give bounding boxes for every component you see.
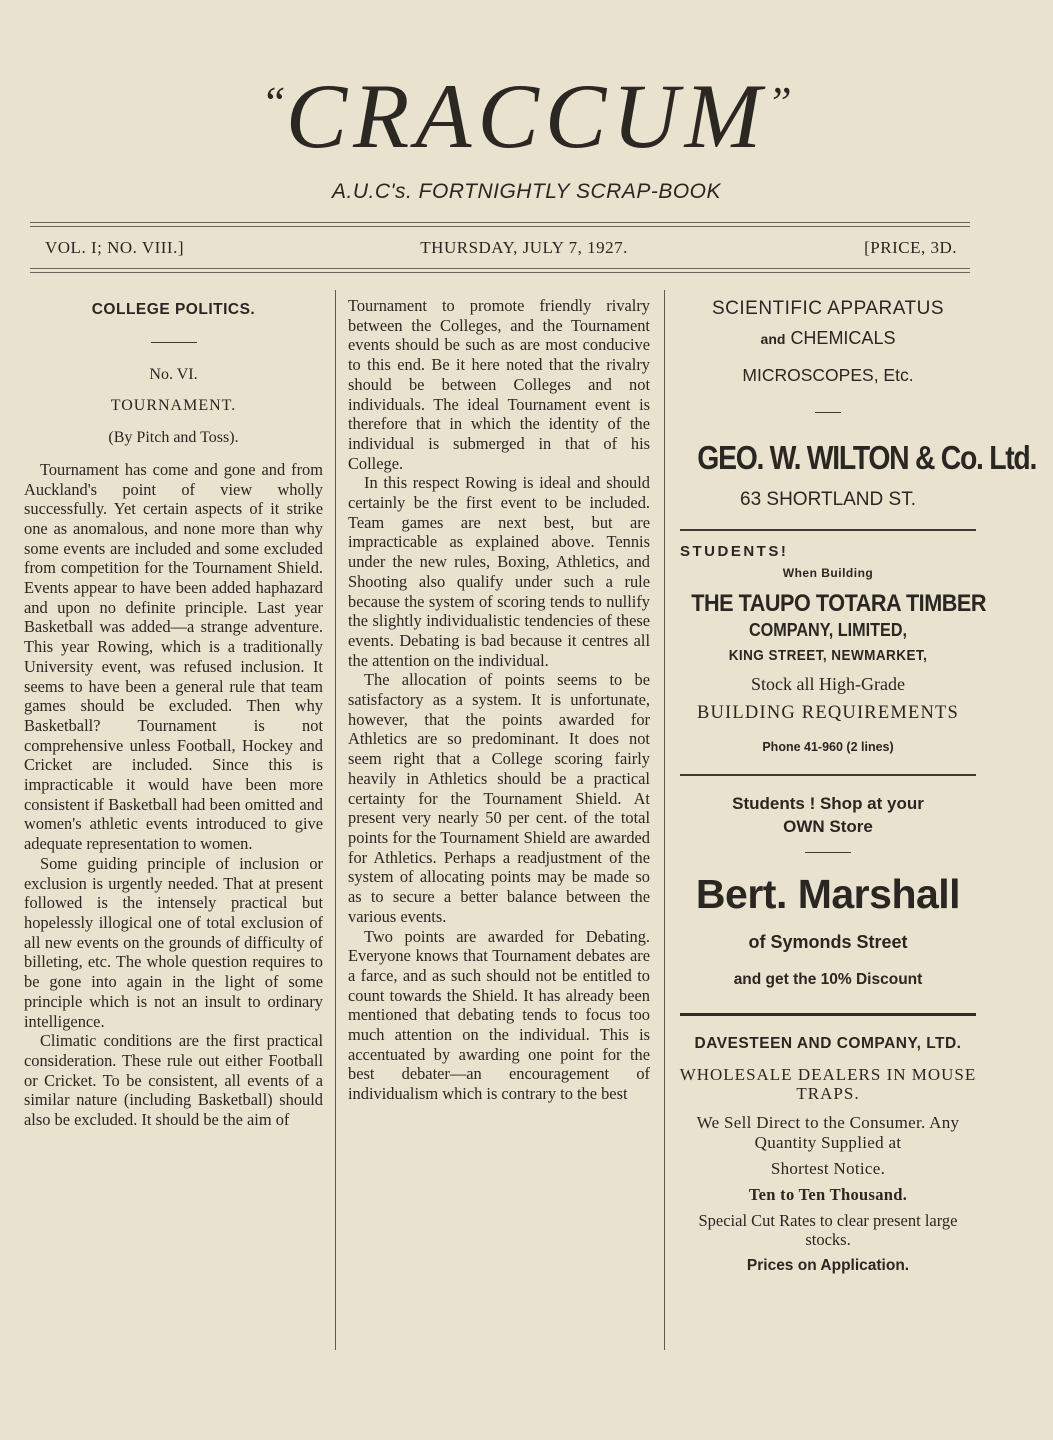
wilton-line-1: SCIENTIFIC APPARATUS [711,298,945,319]
issue-price: [PRICE, 3D. [864,238,957,257]
taupo-name: THE TAUPO TOTARA TIMBER [691,590,987,617]
article-column-2 [348,296,650,1104]
taupo-ad [676,543,987,754]
paragraph: Two points are awarded for Debating. Everyone knows that Tournament debates are a farce, and as such should not be entitled to count towards the Shield. It has already been mentioned that debating tends to focus too much attention on the individual. This is accentuated by awarding one point for the best debater—an encouragement of individualism which is contrary to the best [348,926,650,1104]
article-heading: TOURNAMENT. [110,397,237,415]
dateline-rule-2 [30,272,970,273]
paragraph: Some guiding principle of inclusion or exclusion is urgently needed. That at present followed is the intensely practical but hopelessly illogical one of total exclusion of all new events on the grounds of difficulty of billeting, etc. The whole question requires to be gone into again in the light of some principle which is not an insult to ordinary intelligence. [24,853,323,1031]
davesteen-notice: Shortest Notice. [770,1159,886,1178]
issue-date: THURSDAY, JULY 7, 1927. [420,238,628,257]
ad-divider-heavy [680,1013,976,1016]
davesteen-name: DAVESTEEN AND COMPANY, LTD. [694,1035,962,1052]
wilton-line-3: MICROSCOPES, Etc. [742,365,914,385]
wilton-line-2: and CHEMICALS [760,328,896,348]
taupo-street: KING STREET, NEWMARKET, [728,647,928,664]
marshall-dash [805,852,851,853]
davesteen-trade: WHOLESALE DEALERS IN MOUSE TRAPS. [679,1065,977,1103]
paragraph: The allocation of points seems to be satisfactory as a system. It is unfortunate, however, that the points awarded for Athletics are so predominant. It does not seem right that a College scoring fairly heavily in Athletics should be a practical certainty for the Tournament Shield. At present very nearly 50 per cent. of the total points for the Tournament Shield are awarded for Athletics. Perhaps a readjustment of the system of allocating points may be made so as to secure a better balance between the various events. [348,670,650,926]
taupo-stock: Stock all High-Grade [751,674,905,694]
column-divider-2 [664,290,665,1350]
davesteen-ad [676,1034,980,1275]
masthead-rule-top-2 [30,226,970,227]
section-rule [151,342,197,343]
marshall-name: Bert. Marshall [695,871,961,917]
taupo-phone: Phone 41-960 (2 lines) [762,740,894,754]
marshall-discount: and get the 10% Discount [733,971,923,988]
dateline [45,238,957,258]
taupo-students: STUDENTS! [680,543,789,560]
paragraph: Climatic conditions are the first practical consideration. These rule out either Football or Cricket. To be consistent, all events of a similar nature (including Basketball) should also be excluded. It should be the aim of [24,1031,323,1130]
advertisement-column [676,296,1037,1275]
davesteen-sell: We Sell Direct to the Consumer. Any Quantity Supplied at [696,1113,960,1152]
article-number: No. VI. [149,365,198,383]
ad-divider [680,529,976,531]
masthead-rule-top [30,222,970,223]
davesteen-prices: Prices on Application. [746,1257,910,1274]
paper-title: “CRACCUM” [261,65,792,167]
marshall-street: of Symonds Street [748,932,908,952]
wilton-address: 63 SHORTLAND ST. [740,489,916,510]
ad-divider [680,774,976,776]
marshall-ad [676,792,980,989]
taupo-building: BUILDING REQUIREMENTS [696,703,960,723]
paragraph: In this respect Rowing is ideal and should certainly be the first event to be included. Team games are next best, but are impracticable as explained above. Tennis under the new rules, Boxing, Athletics, and Shooting also qualify under such a rule because the system of scoring tends to nullify the slightly individualistic tendencies of these events. Debating is bad because it centres all the attention on the individual. [348,473,650,670]
wilton-dash [815,412,841,413]
section-title: COLLEGE POLITICS. [91,301,256,318]
column-divider-1 [335,290,336,1350]
masthead [0,65,1053,204]
davesteen-range: Ten to Ten Thousand. [748,1185,908,1204]
paper-subtitle: A.U.C's. FORTNIGHTLY SCRAP-BOOK [331,180,722,203]
davesteen-special: Special Cut Rates to clear present large stocks. [698,1211,958,1249]
article-column-1 [24,296,323,1130]
wilton-name: GEO. W. WILTON & Co. Ltd. [697,439,1037,476]
paragraph: Tournament to promote friendly rivalry between the Colleges, and the Tournament events should be such as are most conducive to this end. Be it here noted that the rivalry should be between Colleges and not individuals. The ideal Tournament event is therefore that in which the identity of the individual is submerged in that of his College. [348,296,650,473]
paragraph: Tournament has come and gone and from Auckland's point of view wholly successfully. Yet certain aspects of it strike one as anomalous, and none more than why some events are included and some excluded from competition for the Tournament Shield. Events appear to have been added haphazard and upon no definite principle. Last year Basketball was added—a strange adventure. This year Rowing, which is a traditionally University event, was refused inclusion. It seems to have been a general rule that team games should be excluded. Then why Basketball? Tournament is not comprehensive unless Football, Hockey and Cricket are included. Since this is impracticable it would have been more consistent if Basketball had been omitted and women's athletic events introduced to give adequate representation to women. [24,459,323,854]
wilton-ad [676,298,1037,511]
article-byline: (By Pitch and Toss). [108,429,239,447]
dateline-rule [30,268,970,269]
taupo-company: COMPANY, LIMITED, [748,620,908,640]
marshall-shop: Students ! Shop at your OWN Store [732,794,924,836]
volume-number: VOL. I; NO. VIII.] [45,238,184,257]
taupo-when: When Building [782,566,874,580]
